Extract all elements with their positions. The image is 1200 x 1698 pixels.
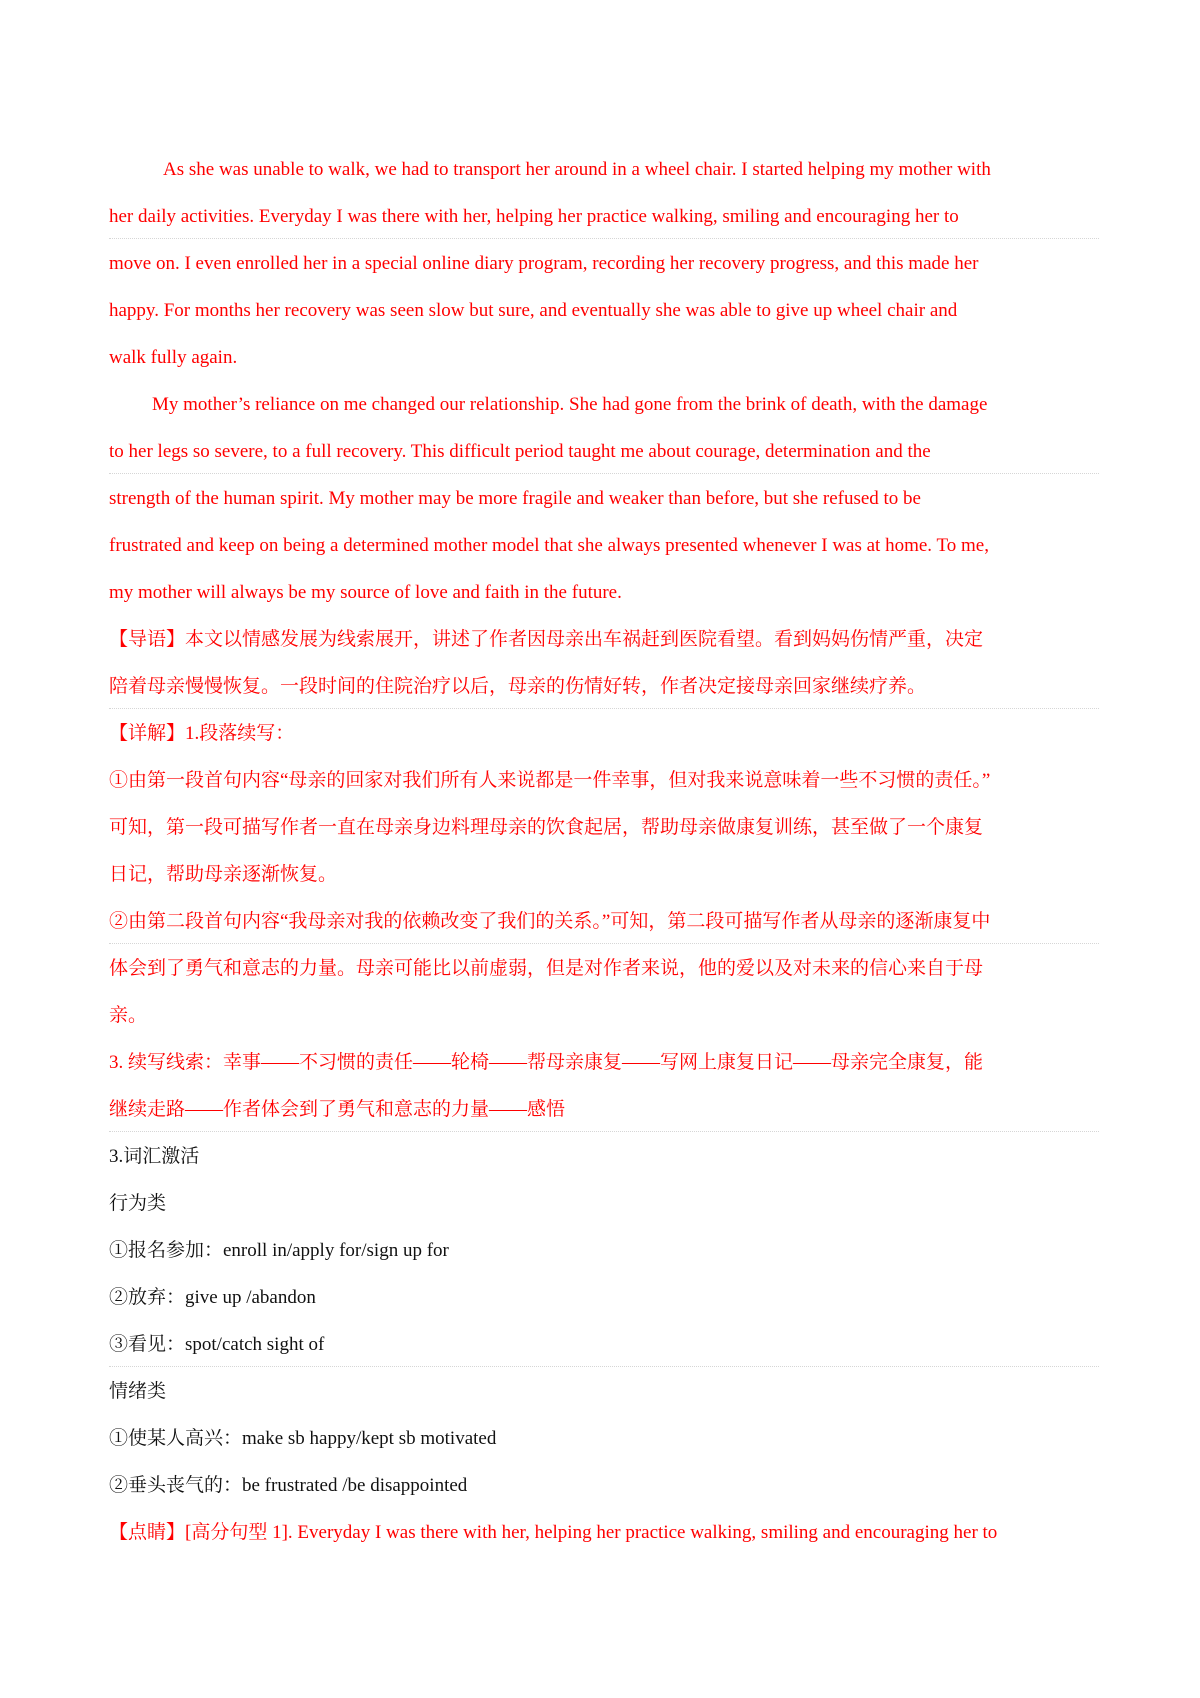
vocab-behavior-title: 行为类	[109, 1193, 167, 1214]
essay-p1-line: happy. For months her recovery was seen slow but sure, and eventually she was able to give up wheel chair and	[109, 300, 958, 321]
vocab-behavior-item: ③看见：spot/catch sight of	[109, 1334, 325, 1355]
highlight-line	[109, 1521, 1099, 1545]
essay-p1-line: walk fully again.	[109, 347, 238, 368]
line-rule	[109, 473, 1099, 474]
explain-item2-line: 体会到了勇气和意志的力量。母亲可能比以前虚弱，但是对作者来说，他的爱以及对未来的信心来自于母	[109, 958, 984, 979]
guide-text: 本文以情感发展为线索展开，讲述了作者因母亲出车祸赶到医院看望。看到妈妈伤情严重，决定	[185, 629, 984, 650]
essay-p1-line: As she was unable to walk, we had to transport her around in a wheel chair. I started helping my mother with	[163, 159, 991, 180]
essay-p2-line: to her legs so severe, to a full recovery. This difficult period taught me about courage, determination and the	[109, 441, 931, 462]
highlight-text: [高分句型 1]. Everyday I was there with her, helping her practice walking, smiling and encouraging her to	[185, 1522, 998, 1543]
essay-p2-line: frustrated and keep on being a determined mother model that she always presented whenever I was at home. To me,	[109, 535, 989, 556]
explain-item1-line: 可知，第一段可描写作者一直在母亲身边料理母亲的饮食起居，帮助母亲做康复训练，甚至做了一个康复	[109, 817, 984, 838]
vocab-emotion-item: ①使某人高兴：make sb happy/kept sb motivated	[109, 1428, 497, 1449]
guide-line-2: 陪着母亲慢慢恢复。一段时间的住院治疗以后，母亲的伤情好转，作者决定接母亲回家继续疗养。	[109, 676, 927, 697]
guide-tag: 【导语】	[109, 629, 186, 650]
explain-item1-line: ①由第一段首句内容“母亲的回家对我们所有人来说都是一件幸事，但对我来说意味着一些不习惯的责任。”	[109, 770, 991, 791]
explain-tag: 【详解】	[109, 723, 186, 744]
explain-item2-line: 亲。	[109, 1005, 148, 1026]
essay-p2-line: My mother’s reliance on me changed our relationship. She had gone from the brink of death, with the damage	[152, 394, 988, 415]
essay-p2-line: my mother will always be my source of love and faith in the future.	[109, 582, 622, 603]
vocab-emotion-title: 情绪类	[109, 1381, 167, 1402]
explain-heading-text: 1.段落续写：	[185, 723, 295, 744]
line-rule	[109, 943, 1099, 944]
vocab-behavior-item: ①报名参加：enroll in/apply for/sign up for	[109, 1240, 449, 1261]
essay-p1-line: her daily activities. Everyday I was there with her, helping her practice walking, smiling and encouraging her to	[109, 206, 959, 227]
vocab-emotion-item: ②垂头丧气的：be frustrated /be disappointed	[109, 1475, 468, 1496]
line-rule	[109, 238, 1099, 239]
line-rule	[109, 708, 1099, 709]
guide-line-1	[109, 628, 1099, 652]
vocab-heading: 3.词汇激活	[109, 1146, 200, 1167]
explain-item2-line: ②由第二段首句内容“我母亲对我的依赖改变了我们的关系。”可知，第二段可描写作者从母亲的逐渐康复中	[109, 911, 991, 932]
explain-item1-line: 日记，帮助母亲逐渐恢复。	[109, 864, 338, 885]
explain-heading	[109, 722, 1099, 746]
highlight-tag: 【点睛】	[109, 1522, 186, 1543]
line-rule	[109, 1131, 1099, 1132]
line-rule	[109, 1366, 1099, 1367]
vocab-behavior-item: ②放弃：give up /abandon	[109, 1287, 316, 1308]
essay-p1-line: move on. I even enrolled her in a special online diary program, recording her recovery progress, and this made her	[109, 253, 979, 274]
explain-clues-line: 3. 续写线索：幸事——不习惯的责任——轮椅——帮母亲康复——写网上康复日记——母亲完全康复，能	[109, 1052, 984, 1073]
explain-clues-line: 继续走路——作者体会到了勇气和意志的力量——感悟	[109, 1099, 566, 1120]
essay-p2-line: strength of the human spirit. My mother may be more fragile and weaker than before, but she refused to be	[109, 488, 921, 509]
